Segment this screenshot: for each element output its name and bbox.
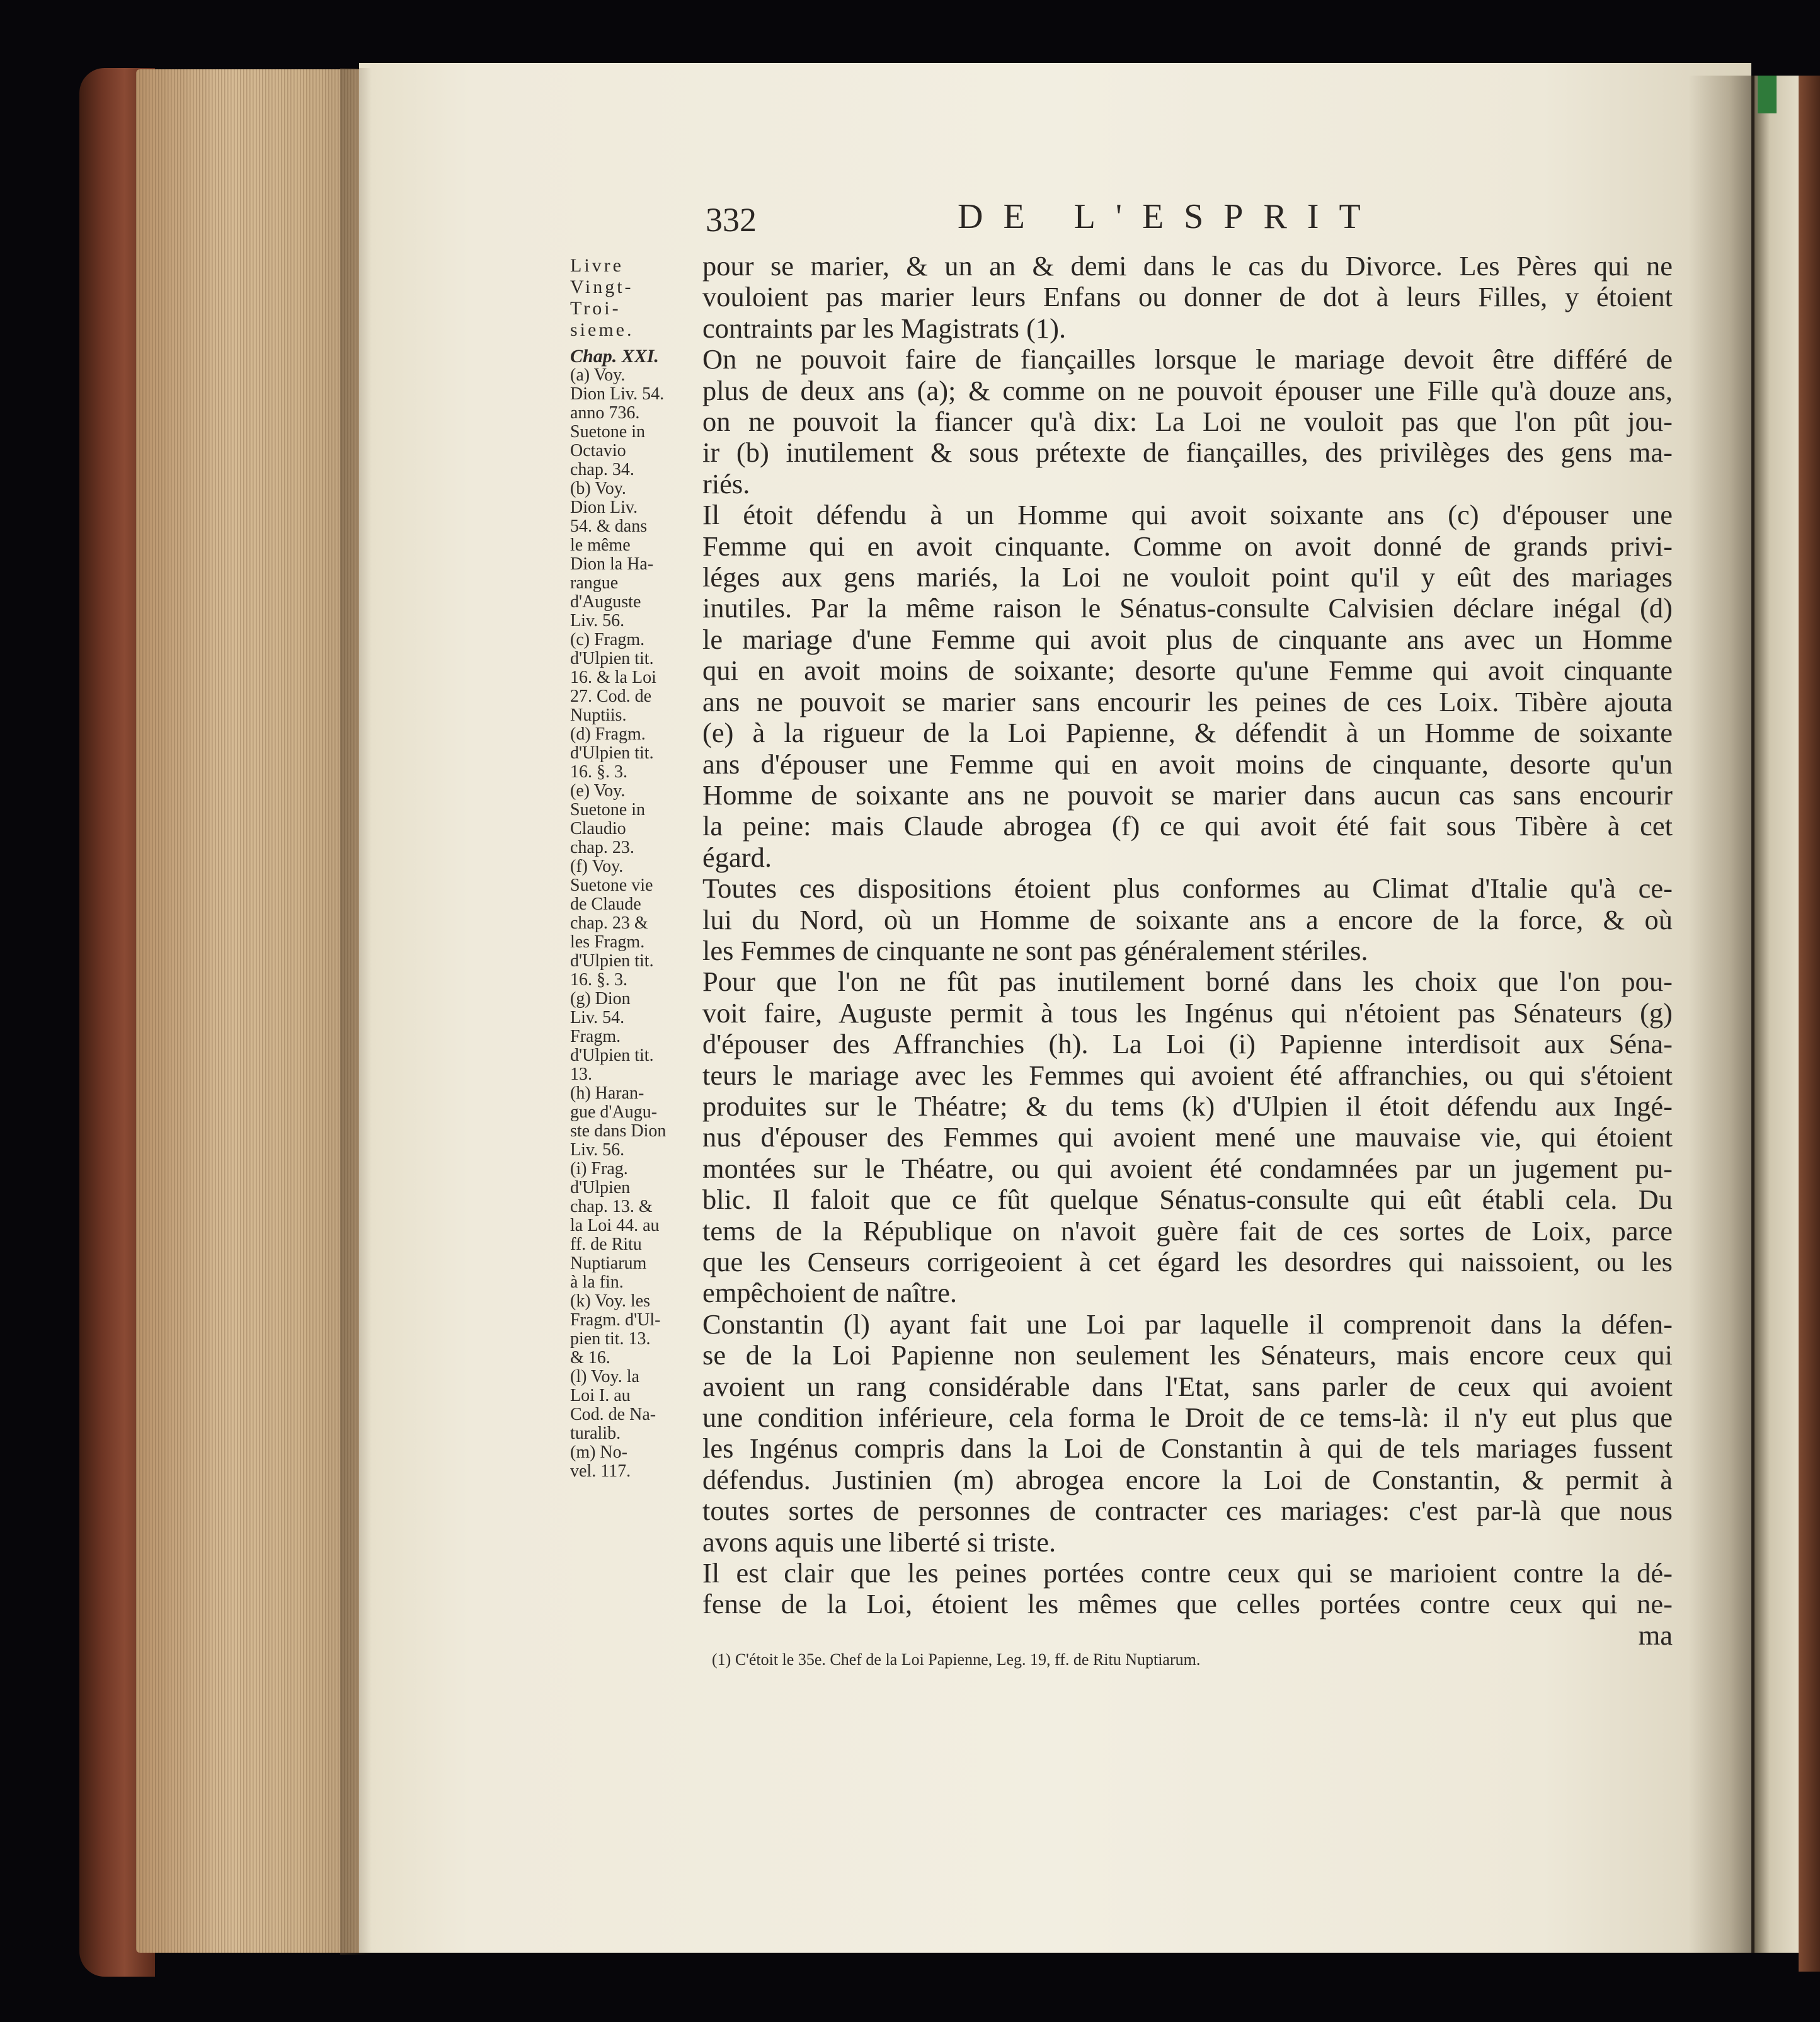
marginal-note-line: 54. & dans	[570, 517, 648, 536]
marginal-note-line: Fragm.	[570, 1027, 621, 1046]
marginal-note-line: Nuptiarum	[570, 1254, 647, 1273]
text-line: riés.	[702, 468, 750, 500]
gutter-shadow	[1688, 76, 1758, 1953]
marginal-note-line: à la fin.	[570, 1273, 624, 1292]
marginal-note-line: Suetone in	[570, 423, 645, 442]
text-line: produites sur le Théatre; & du tems (k) d'Ulpien il étoit défendu aux Ingé-	[702, 1090, 1673, 1122]
marginal-notes	[570, 255, 706, 1481]
marginal-note-line: 27. Cod. de	[570, 687, 652, 706]
marginal-note-line: Fragm. d'Ul-	[570, 1311, 661, 1330]
text-line: plus de deux ans (a); & comme on ne pouvoit épouser une Fille qu'à douze ans,	[702, 375, 1673, 406]
text-line: lui du Nord, où un Homme de soixante ans a encore de la force, & où	[702, 904, 1673, 935]
marginal-note-line: gue d'Augu-	[570, 1103, 658, 1122]
marginal-note-line: Dion Liv. 54.	[570, 385, 665, 404]
page-edge-shadow	[340, 68, 372, 1955]
text-line: avons aquis une liberté si triste.	[702, 1526, 1056, 1558]
facing-page-edge	[1754, 76, 1799, 1953]
text-line: que les Censeurs corrigeoient à cet égard les desordres qui naissoient, ou les	[702, 1247, 1673, 1277]
marginal-note-line: le même	[570, 536, 631, 555]
text-line: une condition inférieure, cela forma le Droit de ce tems-là: il n'y eut plus que	[702, 1402, 1673, 1434]
marginal-note-line: Suetone in	[570, 801, 645, 820]
marginal-note-line: pien tit. 13.	[570, 1330, 651, 1349]
text-line: ans ne pouvoit se marier sans encourir les peines de ces Loix. Tibère ajouta	[702, 686, 1673, 717]
text-line: les Ingénus compris dans la Loi de Constantin à qui de tels mariages fussent	[702, 1433, 1673, 1465]
text-line: ir (b) inutilement & sous prétexte de fiançailles, des privilèges des gens ma-	[702, 437, 1673, 469]
marginal-note-line: 16. §. 3.	[570, 971, 627, 990]
marginal-note-line: rangue	[570, 574, 619, 593]
marginal-note-line: chap. 34.	[570, 460, 634, 479]
marginal-note-line: chap. 13. &	[570, 1197, 653, 1216]
marginal-note-line: vel. 117.	[570, 1462, 631, 1481]
marginal-note-line: (m) No-	[570, 1443, 627, 1462]
text-line: tems de la République on n'avoit guère fait de ces sortes de Loix, parce	[702, 1215, 1673, 1247]
marginal-note-line: Nuptiis.	[570, 706, 627, 725]
text-line: ma	[1638, 1619, 1673, 1651]
marginal-note-line: ste dans Dion	[570, 1122, 667, 1141]
text-line: défendus. Justinien (m) abrogea encore la Loi de Constantin, & permit à	[702, 1464, 1673, 1495]
marginal-note-line: turalib.	[570, 1424, 621, 1443]
text-line: égard.	[702, 842, 772, 873]
marginal-note-line: (a) Voy.	[570, 366, 626, 385]
marginal-note-line: de Claude	[570, 895, 641, 914]
text-line: Toutes ces dispositions étoient plus conformes au Climat d'Italie qu'à ce-	[702, 873, 1673, 905]
main-text	[702, 251, 1673, 1651]
text-line: la peine: mais Claude abrogea (f) ce qui avoit été fait sous Tibère à cet	[702, 811, 1673, 842]
text-line: ans d'épouser une Femme qui en avoit moins de cinquante, desorte qu'un	[702, 748, 1673, 780]
text-line: vouloient pas marier leurs Enfans ou donner de dot à leurs Filles, y étoient	[702, 282, 1673, 313]
text-line: blic. Il faloit que ce fût quelque Sénatus-consulte qui eût établi cela. Du	[702, 1184, 1673, 1216]
book-label	[570, 255, 706, 341]
text-line: avoient un rang considérable dans l'Etat, sans parler de ceux qui avoient	[702, 1371, 1673, 1402]
page-edges	[136, 69, 363, 1953]
marginal-note-line: Dion la Ha-	[570, 555, 654, 574]
marginal-note-line: Liv. 54.	[570, 1008, 625, 1027]
marginal-note-line: Cod. de Na-	[570, 1405, 656, 1424]
text-line: Constantin (l) ayant fait une Loi par laquelle il comprenoit dans la défen-	[702, 1308, 1673, 1340]
marginal-note-line: chap. 23.	[570, 838, 634, 857]
bookmark-ribbon	[1758, 76, 1777, 113]
marginal-note-line: Liv. 56.	[570, 612, 625, 631]
text-line: voit faire, Auguste permit à tous les Ingénus qui n'étoient pas Sénateurs (g)	[702, 997, 1673, 1029]
text-line: Homme de soixante ans ne pouvoit se marier dans aucun cas sans encourir	[702, 779, 1673, 811]
marginal-note-list	[570, 366, 706, 1481]
marginal-note-line: (d) Fragm.	[570, 725, 646, 744]
text-line: se de la Loi Papienne non seulement les Sénateurs, mais encore ceux qui	[702, 1340, 1673, 1371]
text-line: d'épouser des Affranchies (h). La Loi (i) Papienne interdisoit aux Séna-	[702, 1029, 1673, 1060]
marginal-note-line: (f) Voy.	[570, 857, 624, 876]
page-number: 332	[706, 201, 757, 239]
text-line: le mariage d'une Femme qui avoit plus de cinquante ans avec un Homme	[702, 624, 1673, 655]
marginal-note-line: les Fragm.	[570, 933, 645, 952]
marginal-note-line: anno 736.	[570, 404, 640, 423]
marginal-note-line: 16. §. 3.	[570, 763, 627, 782]
marginal-note-line: (e) Voy.	[570, 782, 626, 801]
text-line: empêchoient de naître.	[702, 1277, 958, 1309]
marginal-note-line: (c) Fragm.	[570, 631, 645, 649]
text-line: teurs le mariage avec les Femmes qui avoient été affranchies, ou qui s'étoient	[702, 1060, 1673, 1091]
marginal-note-line: la Loi 44. au	[570, 1216, 660, 1235]
text-line: pour se marier, & un an & demi dans le cas du Divorce. Les Pères qui ne	[702, 251, 1673, 282]
text-line: (e) à la rigueur de la Loi Papienne, & défendit à un Homme de soixante	[702, 717, 1673, 749]
marginal-note-line: (k) Voy. les	[570, 1292, 651, 1311]
text-line: inutiles. Par la même raison le Sénatus-consulte Calvisien déclare inégal (d)	[702, 593, 1673, 624]
marginal-note-line: (i) Frag.	[570, 1160, 628, 1179]
chapter-label: Chap. XXI.	[570, 346, 659, 367]
text-line: contraints par les Magistrats (1).	[702, 312, 1067, 344]
book-cover-right	[1799, 76, 1820, 1972]
marginal-note-line: Claudio	[570, 820, 626, 838]
text-line: nus d'épouser des Femmes qui avoient mené une mauvaise vie, qui étoient	[702, 1122, 1673, 1153]
marginal-note-line: Liv. 56.	[570, 1141, 625, 1160]
text-line: on ne pouvoit la fiancer qu'à dix: La Loi ne vouloit pas que l'on pût jou-	[702, 406, 1673, 438]
text-line: léges aux gens mariés, la Loi ne vouloit point qu'il y eût des mariages	[702, 562, 1673, 593]
marginal-note-line: d'Auguste	[570, 593, 641, 612]
text-line: les Femmes de cinquante ne sont pas généralement stériles.	[702, 935, 1368, 966]
book-label-line: Livre	[570, 255, 624, 276]
book-label-line: sieme.	[570, 319, 634, 340]
marginal-note-line: (g) Dion	[570, 990, 631, 1008]
book-label-line: Troi-	[570, 298, 621, 319]
marginal-note-line: Suetone vie	[570, 876, 653, 895]
marginal-note-line: & 16.	[570, 1349, 610, 1368]
marginal-note-line: ff. de Ritu	[570, 1235, 642, 1254]
marginal-note-line: (l) Voy. la	[570, 1368, 639, 1386]
marginal-note-line: Octavio	[570, 442, 626, 460]
text-line: toutes sortes de personnes de contracter ces mariages: c'est par-là que nous	[702, 1495, 1673, 1527]
marginal-note-line: (h) Haran-	[570, 1084, 644, 1103]
marginal-note-line: Dion Liv.	[570, 498, 638, 517]
marginal-note-line: Loi I. au	[570, 1386, 631, 1405]
book-label-line: Vingt-	[570, 277, 634, 297]
marginal-note-line: d'Ulpien tit.	[570, 649, 654, 668]
text-line: qui en avoit moins de soixante; desorte qu'une Femme qui avoit cinquante	[702, 655, 1673, 687]
marginal-note-line: d'Ulpien	[570, 1179, 631, 1197]
text-line: Il étoit défendu à un Homme qui avoit soixante ans (c) d'épouser une	[702, 500, 1673, 531]
text-line: On ne pouvoit faire de fiançailles lorsque le mariage devoit être différé de	[702, 344, 1673, 375]
marginal-note-line: 16. & la Loi	[570, 668, 656, 687]
marginal-note-line: (b) Voy.	[570, 479, 626, 498]
running-head: DE L'ESPRIT	[958, 197, 1381, 236]
footnote: (1) C'étoit le 35e. Chef de la Loi Papienne, Leg. 19, ff. de Ritu Nuptiarum.	[712, 1650, 1201, 1669]
text-line: Femme qui en avoit cinquante. Comme on avoit donné de grands privi-	[702, 530, 1673, 562]
text-line: montées sur le Théatre, ou qui avoient été condamnées par un jugement pu-	[702, 1153, 1673, 1184]
marginal-note-line: d'Ulpien tit.	[570, 1046, 654, 1065]
text-line: fense de la Loi, étoient les mêmes que celles portées contre ceux qui ne-	[702, 1589, 1673, 1620]
text-line: Pour que l'on ne fût pas inutilement borné dans les choix que l'on pou-	[702, 966, 1673, 998]
marginal-note-line: d'Ulpien tit.	[570, 952, 654, 971]
marginal-note-line: chap. 23 &	[570, 914, 648, 933]
marginal-note-line: 13.	[570, 1065, 592, 1084]
text-line: Il est clair que les peines portées contre ceux qui se marioient contre la dé-	[702, 1558, 1673, 1589]
marginal-note-line: d'Ulpien tit.	[570, 744, 654, 763]
